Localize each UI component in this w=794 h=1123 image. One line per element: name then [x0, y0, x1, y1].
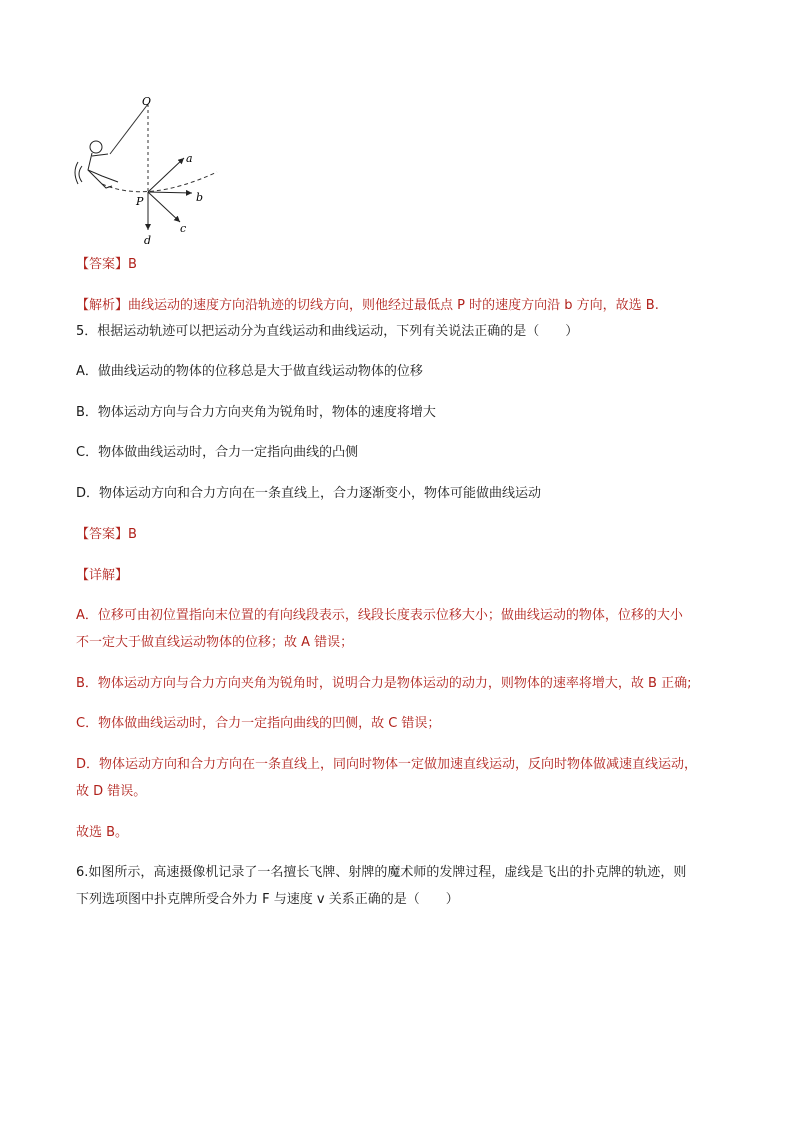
- q5-detail-a-2: 不一定大于做直线运动物体的位移；故 A 错误；: [76, 635, 354, 650]
- person-icon: [75, 141, 118, 188]
- q5-detail-b: B．物体运动方向与合力方向夹角为锐角时，说明合力是物体运动的动力，则物体的速率将增大，故 B 正确;: [76, 676, 692, 691]
- q5-option-d: D．物体运动方向和合力方向在一条直线上，合力逐渐变小，物体可能做曲线运动: [76, 486, 542, 501]
- swing-diagram: [72, 92, 232, 252]
- q5-option-c: C．物体做曲线运动时，合力一定指向曲线的凸侧: [76, 445, 359, 460]
- swing-figure: [72, 92, 232, 252]
- label-b: b: [196, 191, 204, 204]
- arrow-c: [148, 192, 180, 222]
- q5-answer: 【答案】B: [76, 527, 137, 542]
- label-O: O: [142, 95, 152, 108]
- q5-conclusion: 故选 B。: [76, 825, 129, 840]
- q6-question-1: 6.如图所示，高速摄像机记录了一名擅长飞牌、射牌的魔术师的发牌过程，虚线是飞出的扑克牌的轨迹，则: [76, 865, 687, 880]
- q4-analysis: [76, 297, 659, 315]
- q5-detail-label: 【详解】: [76, 568, 129, 583]
- q5-detail-d-1: D．物体运动方向和合力方向在一条直线上，同向时物体一定做加速直线运动，反向时物体做减速直线运动，: [76, 757, 698, 772]
- q5-option-a: A．做曲线运动的物体的位移总是大于做直线运动物体的位移: [76, 364, 423, 379]
- trajectory-curve: [102, 172, 217, 192]
- label-P: P: [136, 195, 144, 208]
- q4-answer: 【答案】B: [76, 257, 137, 272]
- label-d: d: [144, 234, 152, 247]
- q5-question: 5．根据运动轨迹可以把运动分为直线运动和曲线运动，下列有关说法正确的是（ ）: [76, 324, 579, 339]
- rope-line: [110, 104, 148, 154]
- q4-analysis-label: 【解析】: [76, 298, 129, 313]
- q5-detail-c: C．物体做曲线运动时，合力一定指向曲线的凹侧，故 C 错误；: [76, 716, 441, 731]
- q5-option-b: B．物体运动方向与合力方向夹角为锐角时，物体的速度将增大: [76, 405, 436, 420]
- q4-analysis-text: 曲线运动的速度方向沿轨迹的切线方向，则他经过最低点 P 时的速度方向沿 b 方向，故选 B.: [128, 298, 659, 313]
- label-c: c: [180, 222, 187, 235]
- arrow-a: [148, 158, 184, 192]
- arrow-b: [148, 192, 192, 193]
- label-a: a: [186, 152, 193, 165]
- q5-detail-d-2: 故 D 错误。: [76, 784, 147, 799]
- q5-detail-a-1: A．位移可由初位置指向末位置的有向线段表示，线段长度表示位移大小；做曲线运动的物体，位移的大小: [76, 608, 683, 623]
- q6-question-2: 下列选项图中扑克牌所受合外力 F 与速度 v 关系正确的是（ ）: [76, 892, 459, 907]
